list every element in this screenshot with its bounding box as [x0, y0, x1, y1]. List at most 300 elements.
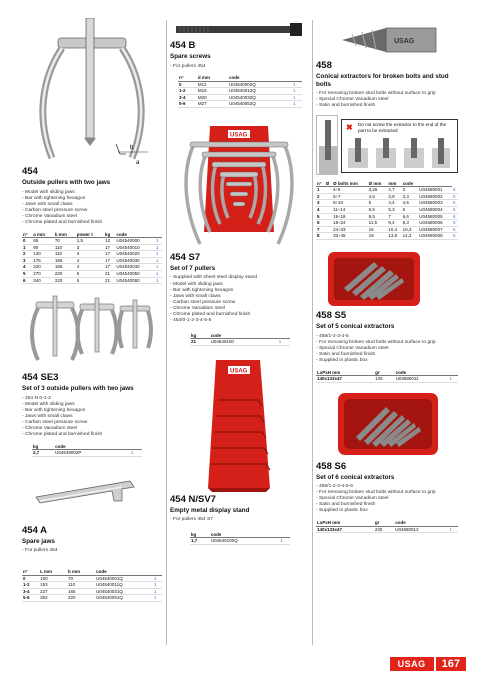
product-code: 458 S6	[316, 460, 347, 472]
table-cell: 18÷24	[332, 220, 368, 227]
table-row	[178, 101, 302, 108]
table-cell: 21	[190, 339, 210, 346]
table-cell: 4	[22, 264, 32, 271]
feature-list	[22, 548, 162, 554]
feature-list	[316, 484, 458, 514]
table-cell: 11,5	[368, 220, 388, 227]
feature-list	[22, 190, 162, 227]
table-cell: U04540020	[115, 251, 155, 258]
feature-item: - For removing broken stud bolts without surface to grip	[316, 339, 436, 345]
table-row	[22, 238, 162, 245]
feature-list	[170, 64, 308, 70]
table-cell: 3	[402, 187, 419, 194]
table-cell: 6	[22, 277, 32, 284]
feature-item: - Satin and burnished finish	[316, 351, 376, 357]
feature-item: - For pullers 454	[170, 63, 206, 69]
table-cell: 4,5	[368, 193, 388, 200]
table-cell: 4	[316, 207, 325, 214]
usage-diagrams	[316, 115, 458, 175]
table-row	[32, 450, 142, 457]
table-cell: 1	[279, 538, 290, 545]
product-title: Set of 5 conical extractors	[316, 323, 395, 331]
feature-list	[316, 334, 458, 364]
table-cell: 175	[32, 257, 54, 264]
spec-table	[22, 231, 162, 284]
table-cell: 0	[178, 81, 197, 88]
table-cell: 1	[155, 277, 162, 284]
table-cell: M27	[197, 101, 228, 108]
spare-jaw-image	[22, 467, 162, 525]
table-row	[316, 526, 458, 533]
product-title: Set of 7 pullers	[170, 264, 216, 272]
table-cell: 6,5	[368, 207, 388, 214]
table-cell: U04540040	[115, 264, 155, 271]
table-row	[190, 339, 290, 346]
table-cell: 1	[153, 575, 162, 582]
product-code: 454 B	[170, 40, 196, 51]
table-cell: U04580005	[418, 213, 452, 220]
table-cell: 165	[54, 264, 76, 271]
feature-item: - Chrome Vanadium steel	[170, 305, 226, 311]
table-cell: 5-6	[178, 101, 197, 108]
spec-table	[316, 369, 458, 383]
table-row	[178, 81, 302, 88]
table-cell: 1	[155, 238, 162, 245]
table-cell: U04540050	[115, 271, 155, 278]
product-title: Empty metal display stand	[170, 506, 250, 514]
table-cell: 110	[54, 244, 76, 251]
feature-item: - Special Chrome Vanadium steel	[316, 97, 389, 103]
table-cell: 3	[76, 251, 104, 258]
table-cell: 1	[155, 271, 162, 278]
table-cell: 5	[368, 200, 388, 207]
table-row	[316, 226, 458, 233]
table-cell: 17	[104, 251, 115, 258]
column-header: code	[115, 231, 155, 238]
table-cell: 3-4	[178, 94, 197, 101]
table-cell: 1	[153, 582, 162, 589]
table-cell: 6	[316, 220, 325, 227]
feature-item: - Bar with tightening hexagon	[22, 195, 86, 201]
table-cell: 4÷5	[332, 187, 368, 194]
table-row	[22, 277, 162, 284]
column-header: kg	[190, 332, 210, 339]
table-cell: 4,5	[402, 200, 419, 207]
table-cell: 8	[316, 233, 325, 240]
table-row	[22, 271, 162, 278]
table-cell: 1	[130, 450, 142, 457]
table-row	[22, 595, 162, 602]
table-row	[316, 213, 458, 220]
spec-table	[316, 180, 458, 240]
extractor-image	[316, 18, 458, 60]
column-header: kg	[32, 443, 54, 450]
feature-item: - Jaws with small claws	[170, 293, 221, 299]
table-cell: 130	[32, 251, 54, 258]
table-cell: 230	[374, 526, 394, 533]
table-cell: 14,3	[402, 233, 419, 240]
column-header: d mm	[197, 75, 228, 82]
product-code: 458 S5	[316, 310, 347, 322]
table-row	[22, 251, 162, 258]
feature-item: - Satin and burnished finish	[316, 103, 376, 109]
spec-table	[22, 569, 162, 602]
table-cell: 10,4	[387, 226, 401, 233]
feature-item: - Satin and burnished finish	[316, 502, 376, 508]
table-cell: 3	[76, 244, 104, 251]
puller-454-image	[22, 18, 162, 166]
column-header: code	[395, 369, 449, 376]
column-header: code	[394, 520, 448, 527]
table-cell: 1	[155, 244, 162, 251]
table-cell: 1-2	[22, 582, 39, 589]
table-row	[316, 220, 458, 227]
column-header: code	[210, 531, 279, 538]
column-header: gr	[374, 520, 394, 527]
warning-text: Do not screw the extractor to the end of the part to be extracted	[358, 122, 447, 133]
table-cell: U04549002P	[54, 450, 130, 457]
table-row	[316, 187, 458, 194]
table-cell: 2,7	[387, 187, 401, 194]
feature-item: - For pullers 454 S7	[170, 517, 213, 523]
warning-box	[341, 119, 458, 173]
table-cell: 5	[22, 271, 32, 278]
feature-item: - Chrome plated and burnished finish	[170, 312, 251, 318]
table-cell: U04580006	[418, 220, 452, 227]
table-cell: U04540010	[115, 244, 155, 251]
column-header: n°	[316, 180, 325, 187]
table-cell: U04540032Q	[228, 94, 292, 101]
table-cell: 0	[22, 238, 32, 245]
table-cell: 270	[32, 271, 54, 278]
column-header: Ø bolts mm	[332, 180, 368, 187]
table-cell: 140x133x47	[316, 526, 374, 533]
table-cell: 6÷7	[332, 193, 368, 200]
table-cell: 110	[54, 251, 76, 258]
table-cell: 21	[104, 271, 115, 278]
feature-item: - Carbon steel pressure screw	[22, 420, 88, 426]
table-row	[22, 582, 162, 589]
product-title: Outside pullers with two jaws	[22, 179, 111, 186]
table-cell: U04580003	[418, 200, 452, 207]
feature-item: - Supplied in plastic box	[316, 508, 368, 514]
table-row	[316, 200, 458, 207]
table-cell	[325, 193, 332, 200]
table-cell: 1	[292, 101, 302, 108]
table-cell: 70	[67, 575, 95, 582]
column-header: L mm	[39, 569, 67, 576]
table-cell: 1	[153, 588, 162, 595]
table-cell: 1,5	[76, 238, 104, 245]
table-cell: 3	[316, 200, 325, 207]
table-cell: 165	[67, 588, 95, 595]
table-cell: 4	[76, 264, 104, 271]
table-cell: U04540060	[115, 277, 155, 284]
feature-item: - Chrome plated and burnished finish	[22, 219, 103, 225]
column-2	[170, 18, 308, 545]
dim-a-label: a	[136, 160, 140, 166]
spec-table	[178, 75, 302, 108]
table-row	[22, 588, 162, 595]
table-cell: 5	[452, 220, 458, 227]
feature-item: - Carbon steel pressure screw	[170, 299, 236, 305]
table-cell: 220	[32, 264, 54, 271]
table-cell: 4	[76, 257, 104, 264]
column-header: a mm	[32, 231, 54, 238]
table-cell: M12	[197, 81, 228, 88]
table-cell: U04540002Q	[228, 81, 292, 88]
display-stand-image	[170, 356, 308, 494]
table-cell: 19	[368, 233, 388, 240]
product-code: 454	[22, 166, 38, 177]
column-3	[316, 18, 458, 533]
table-cell	[325, 207, 332, 214]
table-cell: 17	[104, 244, 115, 251]
table-cell: 8,3	[402, 220, 419, 227]
table-cell: 0	[22, 575, 39, 582]
table-row	[22, 244, 162, 251]
table-row	[178, 88, 302, 95]
stand-logo: USAG	[230, 368, 248, 375]
table-cell: 2	[22, 251, 32, 258]
table-cell: 220	[54, 277, 76, 284]
column-header: kg	[104, 231, 115, 238]
product-title: Set of 3 outside pullers with two jaws	[22, 385, 134, 393]
table-cell: 2	[316, 193, 325, 200]
column-header: code	[228, 75, 292, 82]
table-cell: U04580011	[395, 376, 449, 383]
feature-item: - Chrome plated and burnished finish	[22, 432, 103, 438]
table-cell	[325, 226, 332, 233]
feature-item: - For removing broken stud bolts without surface to grip	[316, 490, 436, 496]
table-cell: 90	[32, 244, 54, 251]
table-cell: 5	[452, 200, 458, 207]
product-title: Conical extractors for broken bolts and stud bolts	[316, 73, 449, 88]
table-cell: 24÷33	[332, 226, 368, 233]
table-cell: 1,7	[190, 538, 210, 545]
table-row	[22, 575, 162, 582]
table-row	[316, 233, 458, 240]
table-cell: U04540031Q	[95, 588, 153, 595]
table-cell: 5,3	[387, 207, 401, 214]
table-cell: 3,25	[368, 187, 388, 194]
feature-item: - Jaws with small claws	[22, 414, 73, 419]
table-cell: 5	[76, 277, 104, 284]
feature-list	[170, 275, 308, 324]
table-cell: 10,3	[402, 226, 419, 233]
product-code: 454 S7	[170, 251, 201, 263]
table-cell: M20	[197, 94, 228, 101]
feature-item: - Chrome Vanadium steel	[22, 426, 78, 432]
column-header: LxPxH mm	[316, 369, 374, 376]
feature-item: - Supplied with sheet steel display stand	[170, 275, 257, 281]
table-cell: 5-6	[22, 595, 39, 602]
table-cell: U04580008	[418, 233, 452, 240]
extractor-set-5-image	[316, 248, 458, 310]
table-cell: U04540011Q	[95, 582, 153, 589]
table-cell: 4,4	[387, 200, 401, 207]
column-1	[22, 18, 162, 602]
brand-logo: USAG	[390, 657, 434, 671]
table-cell: U04580004	[418, 207, 452, 214]
table-cell: 3-4	[22, 588, 39, 595]
column-divider	[166, 20, 167, 645]
table-row	[22, 264, 162, 271]
column-divider	[312, 20, 313, 645]
table-cell: U04580002	[418, 193, 452, 200]
column-header: n°	[22, 231, 32, 238]
table-cell: 220	[54, 271, 76, 278]
puller-set-image	[22, 294, 162, 372]
table-cell: 153	[39, 582, 67, 589]
product-code: 454 N/SV7	[170, 493, 216, 505]
feature-item: - Carbon steel pressure screw	[22, 207, 88, 213]
table-cell: 5	[452, 207, 458, 214]
table-cell: 1	[278, 339, 290, 346]
table-cell: 16÷18	[332, 213, 368, 220]
table-cell: 5	[452, 187, 458, 194]
feature-item: - 454 N 0-1-2	[22, 395, 51, 401]
table-cell: 8÷10	[332, 200, 368, 207]
table-row	[190, 538, 290, 545]
table-cell	[325, 233, 332, 240]
table-cell: 302	[39, 595, 67, 602]
usage-diagram	[316, 115, 338, 175]
table-cell: 227	[39, 588, 67, 595]
table-cell: 1	[153, 595, 162, 602]
table-cell: 1	[155, 257, 162, 264]
spec-table	[190, 531, 290, 545]
table-cell: 65	[32, 238, 54, 245]
table-cell: U04540051Q	[95, 595, 153, 602]
table-cell: 100	[39, 575, 67, 582]
table-cell: 110	[67, 582, 95, 589]
feature-item: - Model with sliding jaws	[170, 281, 223, 287]
table-cell: 7	[316, 226, 325, 233]
product-title: Spare screws	[170, 53, 211, 60]
table-cell: 1	[292, 94, 302, 101]
column-header: code	[210, 332, 278, 339]
column-header: b mm	[54, 231, 76, 238]
feature-item: - For pullers 454	[22, 548, 58, 554]
table-cell: 1	[292, 88, 302, 95]
table-cell: U04540052Q	[228, 101, 292, 108]
table-cell: 165	[54, 257, 76, 264]
column-header: power t	[76, 231, 104, 238]
feature-item: - Bar with tightening hexagon	[22, 407, 86, 413]
column-header: gr	[374, 369, 394, 376]
feature-item: - Bar with tightening hexagon	[170, 287, 234, 293]
table-cell: 1	[155, 251, 162, 258]
table-cell: 5	[76, 271, 104, 278]
feature-item: - 454/0-1-2-3-4-5-6	[170, 318, 212, 324]
column-header: b mm	[67, 569, 95, 576]
table-cell: 140x133x47	[316, 376, 374, 383]
table-cell: 1	[316, 187, 325, 194]
feature-item: - For removing broken stud bolts without surface to grip	[316, 91, 436, 96]
table-cell: 8,5	[368, 213, 388, 220]
feature-list	[316, 91, 458, 109]
table-cell	[325, 213, 332, 220]
column-header: LxPxH mm	[316, 520, 374, 527]
feature-item: - Jaws with small claws	[22, 201, 73, 207]
table-cell: 15	[368, 226, 388, 233]
product-code: 454 SE3	[22, 372, 59, 384]
table-cell: 5	[402, 207, 419, 214]
table-cell: U04580007	[418, 226, 452, 233]
feature-item: - Special Chrome Vanadium steel	[316, 496, 389, 502]
column-header: n°	[178, 75, 197, 82]
page-footer	[390, 657, 466, 671]
table-cell: M16	[197, 88, 228, 95]
table-row	[22, 257, 162, 264]
warning-icon: ✖	[346, 123, 353, 133]
table-cell: U04540001Q	[95, 575, 153, 582]
screw-image	[170, 18, 308, 40]
table-cell: 11÷14	[332, 207, 368, 214]
table-row	[178, 94, 302, 101]
table-cell: 1	[292, 81, 302, 88]
product-title: Set of 6 conical extractors	[316, 473, 395, 481]
table-cell: U04580012	[394, 526, 448, 533]
table-cell: 13	[104, 238, 115, 245]
table-cell: 17	[104, 264, 115, 271]
table-cell: 5	[316, 213, 325, 220]
product-code: 458	[316, 60, 332, 71]
table-cell: U04540100	[210, 339, 278, 346]
table-cell: U04540030	[115, 257, 155, 264]
extractor-set-6-image	[316, 389, 458, 461]
spec-table	[190, 332, 290, 346]
stand-logo: USAG	[230, 132, 248, 139]
feature-list	[170, 517, 308, 523]
table-cell: 33÷45	[332, 233, 368, 240]
column-header: code	[402, 180, 419, 187]
table-cell: 13,8	[387, 233, 401, 240]
feature-item: - 458/1-2-3-4-5-6	[316, 484, 353, 490]
table-cell: 5	[452, 233, 458, 240]
table-cell: 125	[374, 376, 394, 383]
table-cell: U04580001	[418, 187, 452, 194]
table-cell: 1	[155, 264, 162, 271]
table-cell: 1	[448, 526, 458, 533]
table-row	[316, 193, 458, 200]
table-cell: 21	[104, 277, 115, 284]
table-cell: 340	[32, 277, 54, 284]
table-cell: 3,3	[402, 193, 419, 200]
table-cell: 7	[387, 213, 401, 220]
product-code: 454 A	[22, 524, 47, 536]
table-cell: 70	[54, 238, 76, 245]
feature-item: - Special Chrome Vanadium steel	[316, 345, 389, 351]
table-cell: 220	[67, 595, 95, 602]
page-number: 167	[436, 657, 466, 671]
table-cell: 1-2	[178, 88, 197, 95]
column-header: kg	[190, 531, 210, 538]
column-header: Ø	[325, 180, 332, 187]
table-cell: 5	[452, 213, 458, 220]
spec-table	[32, 443, 142, 457]
table-cell: 6,6	[402, 213, 419, 220]
table-cell: 5	[452, 226, 458, 233]
product-title: Spare jaws	[22, 537, 55, 545]
table-cell	[325, 220, 332, 227]
puller-set-stand-image	[170, 114, 308, 252]
feature-list	[22, 396, 162, 439]
table-cell: U04540000	[115, 238, 155, 245]
feature-item: - Chrome Vanadium steel	[22, 213, 78, 219]
dim-b-label: b	[130, 145, 134, 151]
